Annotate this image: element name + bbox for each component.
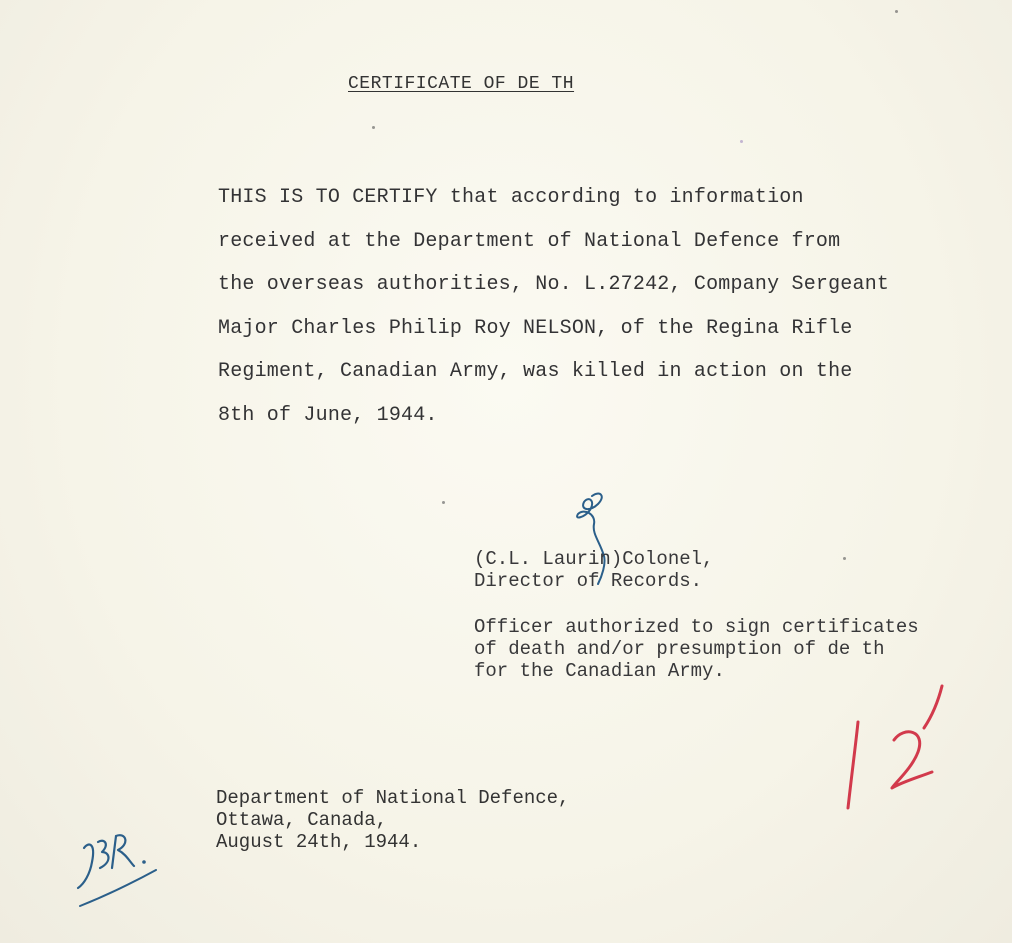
body-line: 8th of June, 1944.	[218, 403, 438, 427]
paper-speck	[372, 126, 375, 129]
signatory-title: Director of Records.	[474, 570, 703, 592]
authorization-note	[474, 616, 919, 682]
body-line: received at the Department of National Defence from	[218, 229, 841, 253]
department-line: Ottawa, Canada,	[216, 809, 388, 831]
paper-speck	[740, 140, 743, 143]
certificate-title: CERTIFICATE OF DE TH	[348, 74, 575, 94]
paper-speck	[442, 501, 445, 504]
red-handwritten-number	[836, 682, 956, 812]
certificate-body	[218, 176, 958, 437]
department-block	[216, 787, 569, 853]
body-line: THIS IS TO CERTIFY that according to information	[218, 186, 804, 209]
body-line: the overseas authorities, No. L.27242, Company Sergeant	[218, 273, 890, 296]
paper-speck	[843, 557, 846, 560]
body-line: Regiment, Canadian Army, was killed in action on the	[218, 360, 853, 383]
paper-speck	[895, 10, 898, 13]
signature-block	[474, 548, 713, 592]
authorization-line: Officer authorized to sign certificates	[474, 616, 919, 638]
department-date: August 24th, 1944.	[216, 831, 422, 853]
handwritten-initials	[70, 822, 165, 912]
body-line: Major Charles Philip Roy NELSON, of the Regina Rifle	[218, 316, 853, 340]
department-line: Department of National Defence,	[216, 787, 570, 809]
signatory-name: (C.L. Laurin)Colonel,	[474, 548, 714, 570]
authorization-line: for the Canadian Army.	[474, 660, 725, 682]
authorization-line: of death and/or presumption of de th	[474, 638, 885, 660]
